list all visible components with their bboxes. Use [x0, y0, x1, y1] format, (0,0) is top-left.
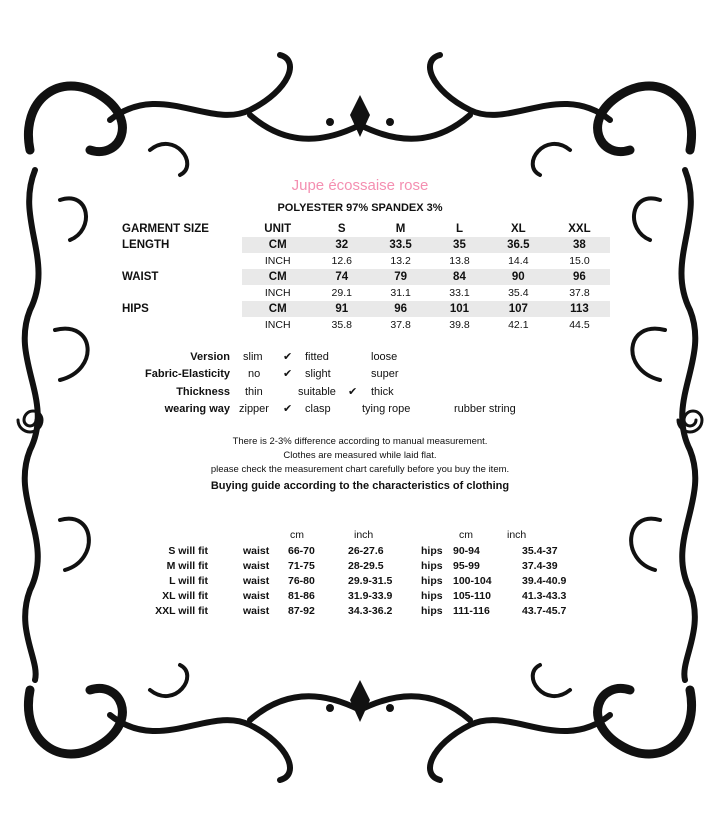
- fit-size-label: L will fit: [169, 575, 208, 587]
- value-cell: 38: [549, 237, 610, 253]
- table-row: [120, 285, 610, 301]
- value-cell: 44.5: [569, 319, 590, 331]
- value-cell: 37.8: [569, 287, 590, 299]
- fit-waist-inch: 34.3-36.2: [348, 605, 393, 617]
- value-cell: 35.8: [331, 319, 352, 331]
- option-no: no: [248, 368, 261, 380]
- char-label-thickness: Thickness: [176, 386, 230, 398]
- value-cell: 14.4: [508, 255, 529, 267]
- fit-waist-label: waist: [243, 560, 270, 572]
- fit-size-label: S will fit: [168, 545, 208, 557]
- fit-size-label: XL will fit: [162, 590, 208, 602]
- option-slight: slight: [305, 368, 331, 380]
- value-cell: 37.8: [390, 319, 411, 331]
- value-cell: 96: [549, 269, 610, 285]
- value-cell: 107: [488, 301, 549, 317]
- fit-hips-label: hips: [421, 605, 443, 617]
- unit-cell: CM: [242, 269, 313, 285]
- fit-hips-label: hips: [421, 590, 443, 602]
- buying-guide-title: Buying guide according to the characteristics of clothing: [210, 480, 510, 492]
- fit-waist-label: waist: [243, 545, 270, 557]
- unit-cell: INCH: [264, 319, 291, 331]
- value-cell: 29.1: [331, 287, 352, 299]
- fit-hips-inch: 35.4-37: [522, 545, 558, 557]
- fit-size-label: XXL will fit: [155, 605, 208, 617]
- note-line: Clothes are measured while laid flat.: [283, 450, 437, 461]
- option-fitted: fitted: [305, 351, 329, 363]
- row-label: LENGTH: [122, 239, 170, 251]
- option-thin: thin: [245, 386, 263, 398]
- fit-header-cm: cm: [459, 529, 473, 541]
- table-row: [120, 301, 610, 317]
- fit-waist-inch: 29.9-31.5: [348, 575, 393, 587]
- value-cell: 96: [370, 301, 431, 317]
- table-row: [120, 253, 610, 269]
- fit-waist-label: waist: [243, 590, 270, 602]
- fit-waist-label: waist: [243, 575, 270, 587]
- table-row: [120, 269, 610, 285]
- value-cell: 42.1: [508, 319, 529, 331]
- header-unit: UNIT: [264, 223, 292, 235]
- fit-waist-cm: 81-86: [288, 590, 315, 602]
- value-cell: 74: [313, 269, 370, 285]
- header-s: S: [337, 223, 346, 235]
- fit-waist-inch: 26-27.6: [348, 545, 384, 557]
- header-l: L: [455, 223, 463, 235]
- table-row: [120, 237, 610, 253]
- value-cell: 13.2: [390, 255, 411, 267]
- value-cell: 101: [431, 301, 488, 317]
- row-label: HIPS: [122, 303, 149, 315]
- check-icon: ✔: [283, 403, 293, 415]
- size-chart: [120, 221, 610, 333]
- fit-hips-cm: 95-99: [453, 560, 480, 572]
- value-cell: 31.1: [390, 287, 411, 299]
- fit-waist-cm: 71-75: [288, 560, 315, 572]
- value-cell: 33.1: [449, 287, 470, 299]
- table-row: [120, 317, 610, 333]
- value-cell: 91: [313, 301, 370, 317]
- check-icon: ✔: [348, 386, 358, 398]
- value-cell: 90: [488, 269, 549, 285]
- option-super: super: [371, 368, 399, 380]
- unit-cell: CM: [242, 301, 313, 317]
- value-cell: 12.6: [331, 255, 352, 267]
- value-cell: 39.8: [449, 319, 470, 331]
- value-cell: 33.5: [370, 237, 431, 253]
- char-label-version: Version: [190, 351, 230, 363]
- row-label: [120, 253, 242, 269]
- option-rubber-string: rubber string: [454, 403, 516, 415]
- page-title: Jupe écossaise rose: [291, 177, 429, 194]
- row-label: [120, 317, 242, 333]
- fit-header-inch: inch: [354, 529, 374, 541]
- fit-waist-label: waist: [243, 605, 270, 617]
- fit-waist-cm: 87-92: [288, 605, 315, 617]
- header-m: M: [395, 223, 406, 235]
- value-cell: 113: [549, 301, 610, 317]
- header-xl: XL: [510, 223, 526, 235]
- fit-hips-inch: 39.4-40.9: [522, 575, 567, 587]
- header-garment-size: GARMENT SIZE: [122, 223, 209, 235]
- row-label: [120, 285, 242, 301]
- fit-header-inch: inch: [507, 529, 527, 541]
- fit-waist-cm: 76-80: [288, 575, 315, 587]
- row-label: WAIST: [122, 271, 159, 283]
- note-line: please check the measurement chart carefully before you buy the item.: [210, 464, 510, 475]
- option-slim: slim: [243, 351, 263, 363]
- value-cell: 13.8: [449, 255, 470, 267]
- option-suitable: suitable: [298, 386, 336, 398]
- unit-cell: INCH: [264, 287, 291, 299]
- fit-hips-label: hips: [421, 560, 443, 572]
- fit-waist-cm: 66-70: [288, 545, 315, 557]
- fit-hips-inch: 41.3-43.3: [522, 590, 567, 602]
- fit-hips-label: hips: [421, 545, 443, 557]
- fit-waist-inch: 31.9-33.9: [348, 590, 393, 602]
- check-icon: ✔: [283, 351, 293, 363]
- value-cell: 36.5: [488, 237, 549, 253]
- fit-size-label: M will fit: [166, 560, 208, 572]
- fit-hips-cm: 111-116: [453, 605, 490, 617]
- option-zipper: zipper: [239, 403, 269, 415]
- option-clasp: clasp: [305, 403, 331, 415]
- option-tying-rope: tying rope: [362, 403, 411, 415]
- value-cell: 15.0: [569, 255, 590, 267]
- char-label-elasticity: Fabric-Elasticity: [145, 368, 230, 380]
- option-thick: thick: [371, 386, 394, 398]
- fit-header-cm: cm: [290, 529, 304, 541]
- value-cell: 84: [431, 269, 488, 285]
- fit-hips-cm: 100-104: [453, 575, 492, 587]
- fit-hips-inch: 37.4-39: [522, 560, 558, 572]
- value-cell: 35.4: [508, 287, 529, 299]
- unit-cell: CM: [242, 237, 313, 253]
- size-chart-header: [120, 221, 610, 237]
- fit-hips-label: hips: [421, 575, 443, 587]
- fit-waist-inch: 28-29.5: [348, 560, 384, 572]
- value-cell: 35: [431, 237, 488, 253]
- fit-hips-inch: 43.7-45.7: [522, 605, 567, 617]
- value-cell: 32: [313, 237, 370, 253]
- note-line: There is 2-3% difference according to manual measurement.: [232, 436, 488, 447]
- check-icon: ✔: [283, 368, 293, 380]
- value-cell: 79: [370, 269, 431, 285]
- fit-hips-cm: 90-94: [453, 545, 480, 557]
- unit-cell: INCH: [264, 255, 291, 267]
- char-label-wearing-way: wearing way: [164, 403, 230, 415]
- header-xxl: XXL: [568, 223, 591, 235]
- fit-hips-cm: 105-110: [453, 590, 491, 602]
- fabric-composition: POLYESTER 97% SPANDEX 3%: [277, 202, 443, 214]
- option-loose: loose: [371, 351, 398, 363]
